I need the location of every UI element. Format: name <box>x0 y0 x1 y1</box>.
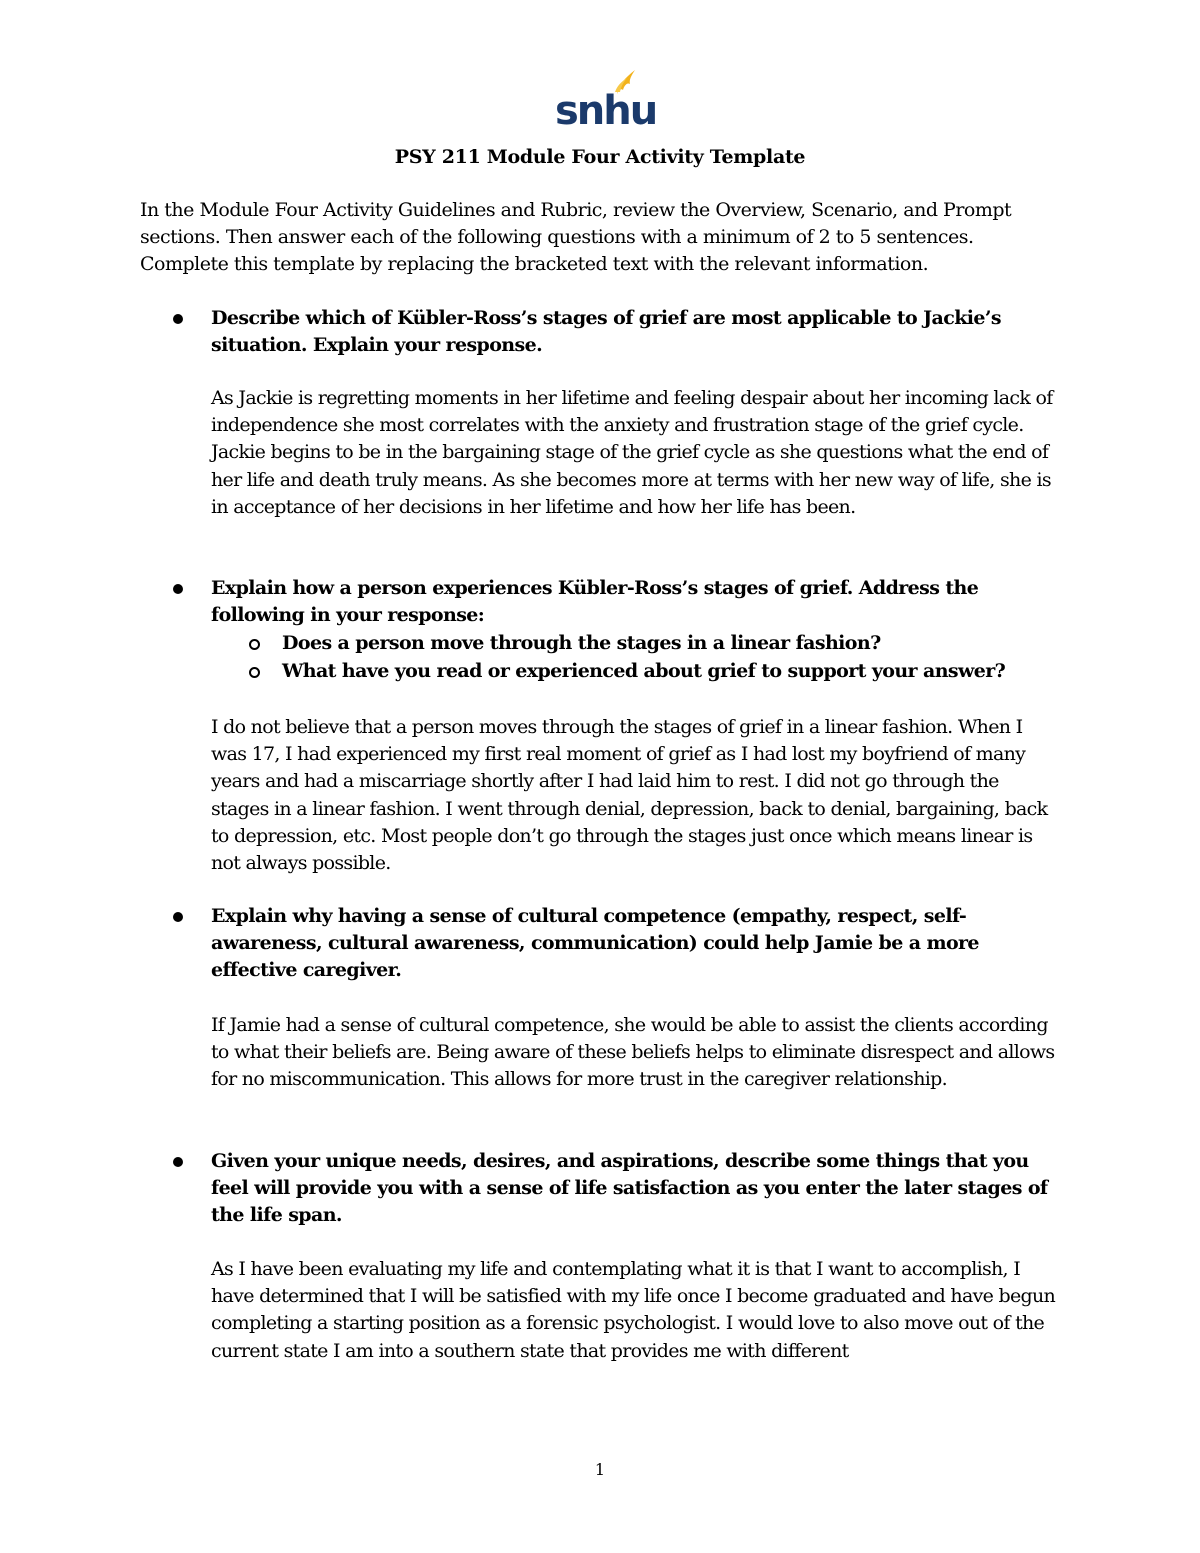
hollow-bullet-icon <box>249 667 260 678</box>
bullet-icon <box>173 584 183 594</box>
bullet-icon <box>173 912 183 922</box>
question-block-1 <box>140 305 1060 359</box>
answer-paragraph-2: I do not believe that a person moves through the stages of grief in a linear fashion. When I was 17, I had experienced my first real moment of grief as I had lost my boyfriend of many years and had a miscarriage shortly after I had laid him to rest. I did not go through the stages in a linear fashion. I went through denial, depression, back to denial, bargaining, back to depression, etc. Most people don’t go through the stages just once which means linear is not always possible. <box>211 716 1048 875</box>
bullet-icon <box>173 1157 183 1167</box>
sub-question-list <box>211 629 1060 685</box>
page-number: 1 <box>594 1460 606 1479</box>
answer-paragraph-3: If Jamie had a sense of cultural competence, she would be able to assist the clients according to what their beliefs are. Being aware of these beliefs helps to eliminate disrespect and allows for no miscommunication. This allows for more trust in the caregiver relationship. <box>211 1014 1055 1091</box>
sub-question-text: What have you read or experienced about grief to support your answer? <box>282 660 1006 682</box>
question-block-3 <box>140 903 1060 984</box>
sub-question-item <box>211 629 1060 657</box>
question-prompt: Explain how a person experiences Kübler-Ross’s stages of grief. Address the following in your response: <box>211 577 979 626</box>
question-prompt: Explain why having a sense of cultural competence (empathy, respect, self-awareness, cultural awareness, communication) could help Jamie be a more effective caregiver. <box>211 905 979 981</box>
answer-paragraph-4: As I have been evaluating my life and contemplating what it is that I want to accomplish, I have determined that I will be satisfied with my life once I become graduated and have begun completing a starting position as a forensic psychologist. I would love to also move out of the current state I am into a southern state that provides me with different <box>211 1258 1056 1362</box>
question-block-4 <box>140 1148 1060 1229</box>
answer-paragraph-1: As Jackie is regretting moments in her lifetime and feeling despair about her incoming lack of independence she most correlates with the anxiety and frustration stage of the grief cycle. Jackie begins to be in the bargaining stage of the grief cycle as she questions what the end of her life and death truly means. As she becomes more at terms with her new way of life, she is in acceptance of her decisions in her lifetime and how her life has been. <box>211 387 1053 518</box>
sub-question-item <box>211 657 1060 685</box>
intro-paragraph: In the Module Four Activity Guidelines and Rubric, review the Overview, Scenario, and Prompt sections. Then answer each of the following questions with a minimum of 2 to 5 sentences. Complete this template by replacing the bracketed text with the relevant information. <box>140 199 1012 275</box>
snhu-logo <box>555 68 657 134</box>
hollow-bullet-icon <box>249 639 260 650</box>
logo-wordmark: snhu <box>555 88 657 134</box>
question-block-2 <box>140 575 1060 685</box>
question-prompt: Describe which of Kübler-Ross’s stages of grief are most applicable to Jackie’s situation. Explain your response. <box>211 307 1002 356</box>
question-prompt: Given your unique needs, desires, and aspirations, describe some things that you feel will provide you with a sense of life satisfaction as you enter the later stages of the life span. <box>211 1150 1048 1226</box>
bullet-icon <box>173 314 183 324</box>
sub-question-text: Does a person move through the stages in a linear fashion? <box>282 632 881 654</box>
document-title: PSY 211 Module Four Activity Template <box>394 146 806 168</box>
